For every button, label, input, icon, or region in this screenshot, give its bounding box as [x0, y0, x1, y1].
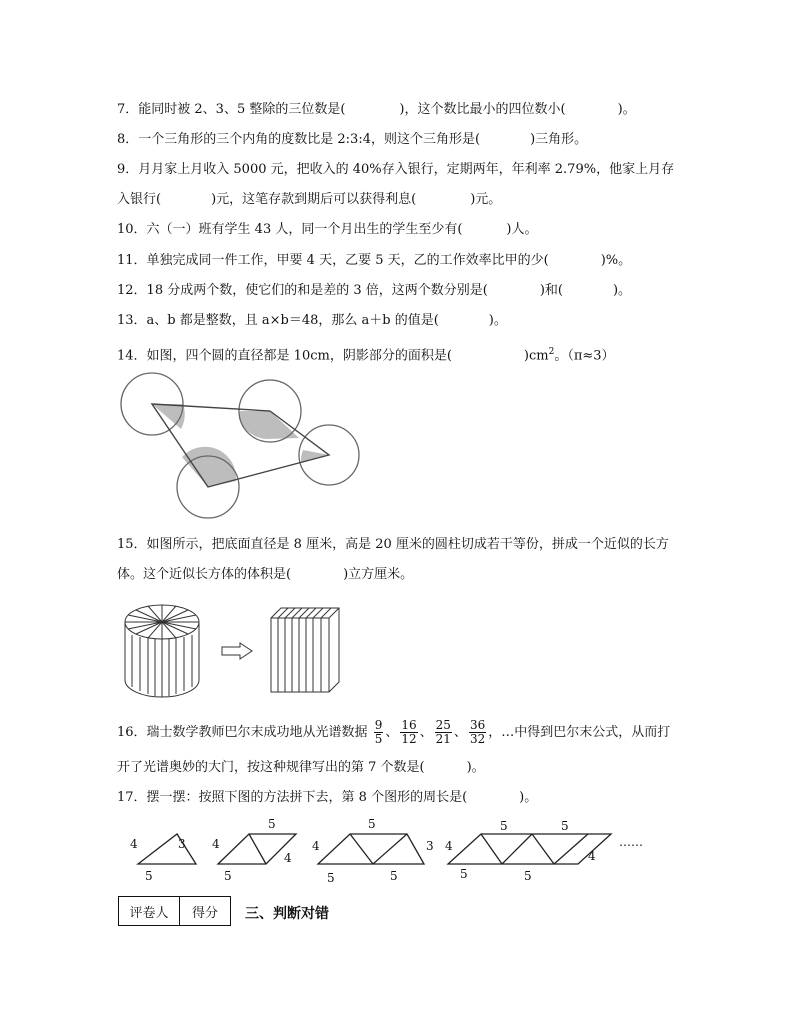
fraction-2: $\frac{16}{12}$ [401, 718, 417, 746]
shaded-sector [182, 447, 236, 487]
triangle-pattern-figure [118, 814, 658, 886]
label: 5 [390, 869, 398, 883]
cylinder [125, 605, 199, 697]
ellipsis: …… [619, 835, 643, 849]
question-13: 13．a、b 都是整数，且 a×b＝48，那么 a＋b 的值是( )。 [117, 313, 507, 328]
label: 3 [178, 837, 186, 851]
label: 4 [212, 837, 220, 851]
question-17: 17．摆一摆：按照下图的方法拼下去，第 8 个图形的周长是( )。 [117, 790, 538, 805]
grader-cell: 评卷人 [119, 897, 180, 926]
fraction-1: $\frac{9}{5}$ [374, 718, 383, 746]
label: 5 [224, 869, 232, 883]
label: 5 [460, 867, 468, 881]
four-circles-figure [118, 370, 363, 522]
question-12: 12．18 分成两个数，使它们的和是差的 3 倍，这两个数分别是( )和( )。 [117, 283, 632, 298]
question-10: 10．六（一）班有学生 43 人，同一个月出生的学生至少有( )人。 [117, 222, 538, 237]
right-arrow-icon [222, 643, 252, 659]
section-title: 三、判断对错 [245, 906, 329, 922]
question-15-line-1: 15．如图所示，把底面直径是 8 厘米，高是 20 厘米的圆柱切成若干等份，拼成一个近似的长方 [117, 537, 669, 552]
label: 5 [327, 871, 335, 885]
question-16-line-1: 16．瑞士数学教师巴尔末成功地从光谱数据 $\frac{9}{5}$ 、 $\frac{16}{12}$ 、 $\frac{25}{21}$ 、 $\frac{36}{32}$ ，…中得到巴尔末公式，从而打 [117, 718, 671, 746]
question-9-line-1: 9．月月家上月收入 5000 元，把收入的 40%存入银行，定期两年，年利率 2.79%，他家上月存 [117, 162, 675, 177]
score-table [118, 896, 231, 926]
label: 4 [445, 839, 453, 853]
question-14: 14．如图，四个圆的直径都是 10cm，阴影部分的面积是( )$cm^2$。（π≈3） [117, 347, 615, 364]
label: 5 [368, 817, 376, 831]
question-11: 11．单独完成同一件工作，甲要 4 天，乙要 5 天，乙的工作效率比甲的少( )%。 [117, 253, 632, 268]
label: 4 [130, 837, 138, 851]
label: 5 [561, 819, 569, 833]
question-7: 7．能同时被 2、3、5 整除的三位数是( )，这个数比最小的四位数小( )。 [117, 102, 636, 117]
label: 3 [426, 839, 434, 853]
label: 4 [588, 849, 596, 863]
score-cell: 得分 [180, 897, 231, 926]
label: 4 [312, 839, 320, 853]
question-15-line-2: 体。这个近似长方体的体积是( )立方厘米。 [117, 567, 414, 582]
label: 5 [524, 869, 532, 883]
cylinder-to-cuboid-figure [118, 598, 350, 700]
pattern-4 [448, 834, 611, 864]
label: 5 [500, 819, 508, 833]
label: 5 [268, 817, 276, 831]
label: 4 [284, 851, 292, 865]
fraction-4: $\frac{36}{32}$ [469, 718, 486, 746]
pattern-3 [318, 834, 424, 864]
pattern-1 [138, 834, 196, 864]
question-9-line-2: 入银行( )元，这笔存款到期后可以获得利息( )元。 [117, 192, 502, 207]
question-8: 8．一个三角形的三个内角的度数比是 2:3:4，则这个三角形是( )三角形。 [117, 132, 588, 147]
fraction-3: $\frac{25}{21}$ [435, 718, 451, 746]
label: 5 [145, 869, 153, 883]
question-16-line-2: 开了光谱奥妙的大门，按这种规律写出的第 7 个数是( )。 [117, 760, 485, 775]
cuboid [271, 608, 339, 692]
